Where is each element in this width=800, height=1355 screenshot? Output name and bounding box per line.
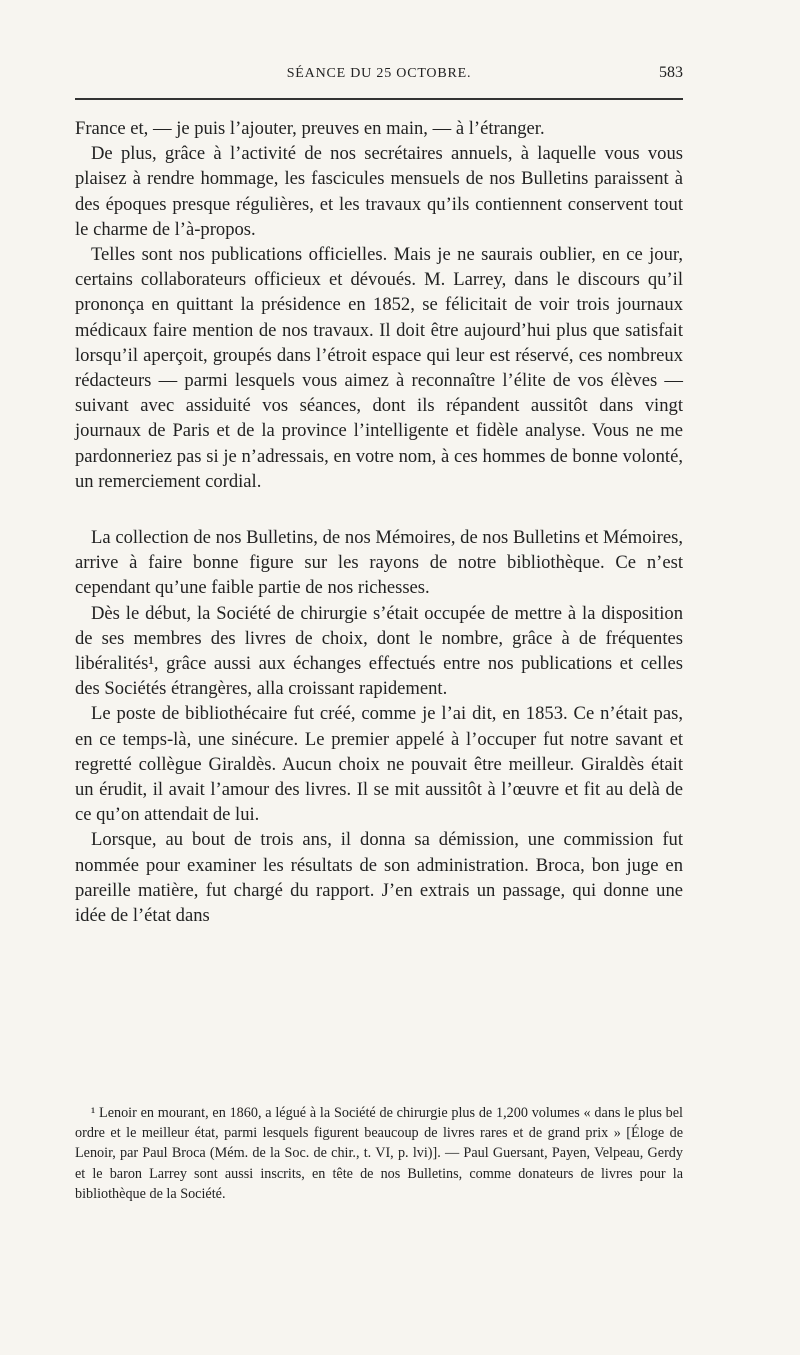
paragraph-3: Telles sont nos publications officielles. Mais je ne saurais oublier, en ce jour, certains collaborateurs officieux et dévoués. M. Larrey, dans le discours qu’il prononça en quittant la présidence en 1852, se félicitait de voir trois journaux médicaux faire mention de nos travaux. Il doit être aujourd’hui plus que satisfait lorsqu’il aperçoit, groupés dans l’étroit espace qui leur est réservé, ces nombreux rédacteurs — parmi lesquels vous aimez à reconnaître l’élite de vos élèves — suivant avec assiduité vos séances, dont ils répandent aussitôt dans vingt journaux de Paris et de la province l’intelligente et fidèle analyse. Vous ne me pardonneriez pas si je n’adressais, en votre nom, à ces hommes de bonne volonté, un remerciement cordial. (75, 244, 683, 492)
paragraph-6: Le poste de bibliothécaire fut créé, comme je l’ai dit, en 1853. Ce n’était pas, en ce temps-là, une sinécure. Le premier appelé à l’occuper fut notre savant et regretté collègue Giraldès. Aucun choix ne pouvait être meilleur. Giraldès était un érudit, il avait l’amour des livres. Il se mit aussitôt à l’œuvre et fit au delà de ce qu’on attendait de lui. (75, 703, 683, 826)
page-number: 583 (659, 64, 683, 81)
paragraph-4: La collection de nos Bulletins, de nos Mémoires, de nos Bulletins et Mémoires, arrive à faire bonne figure sur les rayons de notre bibliothèque. Ce n’est cependant qu’une faible partie de nos richesses. (75, 527, 683, 599)
header-rule (75, 98, 683, 100)
paragraph-7: Lorsque, au bout de trois ans, il donna sa démission, une commission fut nommée pour examiner les résultats de son administration. Broca, bon juge en pareille matière, fut chargé du rapport. J’en extrais un passage, qui donne une idée de l’état dans (75, 829, 683, 927)
page-header (75, 62, 683, 86)
running-title: SÉANCE DU 25 OCTOBRE. (286, 66, 472, 81)
paragraph-1: France et, — je puis l’ajouter, preuves en main, — à l’étranger. (75, 118, 545, 139)
footnote-1: ¹ Lenoir en mourant, en 1860, a légué à la Société de chirurgie plus de 1,200 volumes « dans le plus bel ordre et le meilleur état, parmi lesquels figurent beaucoup de livres rares et de grand prix » [Éloge de Lenoir, par Paul Broca (Mém. de la Soc. de chir., t. VI, p. lvi)]. — Paul Guersant, Payen, Velpeau, Gerdy et le baron Larrey sont aussi inscrits, en tête de nos Bulletins, comme donateurs de livres pour la bibliothèque de la Société. (75, 1105, 683, 1202)
section-gap (75, 494, 683, 525)
paragraph-5: Dès le début, la Société de chirurgie s’était occupée de mettre à la disposition de ses membres des livres de choix, dont le nombre, grâce à de fréquentes libéralités¹, grâce aussi aux échanges effectués entre nos publications et celles des Sociétés étrangères, alla croissant rapidement. (75, 602, 683, 700)
paragraph-2: De plus, grâce à l’activité de nos secrétaires annuels, à laquelle vous vous plaisez à rendre hommage, les fascicules mensuels de nos Bulletins paraissent à des époques presque régulières, et les travaux qu’ils contiennent conservent tout le charme de l’à-propos. (75, 143, 683, 240)
footnotes (75, 1103, 683, 1204)
main-text (75, 116, 683, 928)
